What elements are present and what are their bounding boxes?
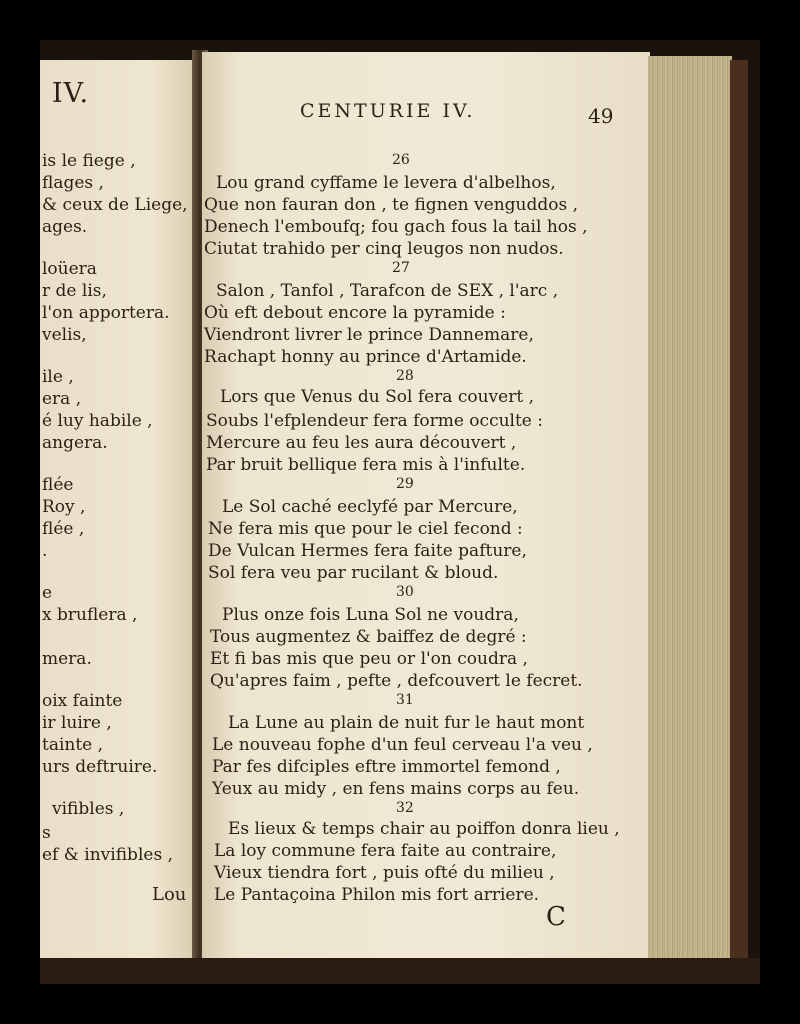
quatrain-number: 32 [396,800,414,816]
verse-line: Le Sol caché eeclyfé par Mercure, [222,497,518,517]
quatrain-number: 30 [396,584,414,600]
verse-line: La Lune au plain de nuit fur le haut mont [228,713,585,733]
left-line: x bruflera , [42,605,138,625]
catchword: Lou [152,884,187,905]
verse-line: Mercure au feu les aura découvert , [206,433,517,453]
page-number: 49 [588,104,614,128]
left-line: r de lis, [42,281,107,301]
verse-line: Que non fauran don , te fignen venguddos , [204,195,579,215]
left-page-header: IV. [52,78,90,109]
verse-line: Tous augmentez & baiffez de degré : [210,627,527,647]
verse-line: Viendront livrer le prince Dannemare, [204,325,534,345]
left-line: mera. [42,649,92,669]
left-line: s [42,823,51,843]
running-title: CENTURIE IV. [300,100,476,122]
verse-line: Le Pantaçoina Philon mis fort arriere. [214,885,540,905]
verse-line: Ciutat trahido per cinq leugos non nudos. [204,239,564,259]
left-line: angera. [42,433,108,453]
verse-line: Rachapt honny au prince d'Artamide. [204,347,527,367]
verse-line: Plus onze fois Luna Sol ne voudra, [222,605,519,625]
verse-line: Lou grand cyffame le levera d'albelhos, [216,173,556,193]
quatrain-number: 29 [396,476,414,492]
bottom-shadow [40,958,760,984]
verse-line: La loy commune fera faite au contraire, [214,841,557,861]
verse-line: Vieux tiendra fort , puis ofté du milieu , [214,863,555,883]
left-line: loüera [42,259,97,279]
left-line: ile , [42,367,74,387]
verse-line: Ne fera mis que pour le ciel fecond : [208,519,523,539]
verse-line: Denech l'emboufq; fou gach fous la tail hos , [204,217,588,237]
left-line: l'on apportera. [42,303,170,323]
verse-line: Sol fera veu par rucilant & bloud. [208,563,499,583]
verse-line: Le nouveau fophe d'un feul cerveau l'a veu , [212,735,593,755]
verse-line: Yeux au midy , en fens mains corps au feu. [212,779,580,799]
left-line: Roy , [42,497,86,517]
left-line: & ceux de Liege, [42,195,188,215]
left-line: ef & invifibles , [42,845,173,865]
verse-line: De Vulcan Hermes fera faite pafture, [208,541,527,561]
left-line: is le fiege , [42,151,136,171]
left-line: urs deftruire. [42,757,158,777]
left-line: vifibles , [52,799,125,819]
left-line: é luy habile , [42,411,153,431]
left-line: oix fainte [42,691,123,711]
left-line: tainte , [42,735,104,755]
verse-line: Par fes difciples eftre immortel femond , [212,757,561,777]
left-line: e [42,583,53,603]
verse-line: Par bruit bellique fera mis à l'infulte. [206,455,526,475]
left-line: flée [42,475,74,495]
left-line: ages. [42,217,88,237]
signature-mark: C [546,902,566,932]
verse-line: Soubs l'efplendeur fera forme occulte : [206,411,543,431]
verse-line: Qu'apres faim , pefte , defcouvert le fecret. [210,671,583,691]
left-line: velis, [42,325,87,345]
quatrain-number: 27 [392,260,410,276]
quatrain-number: 31 [396,692,414,708]
left-line: flages , [42,173,104,193]
left-line: flée , [42,519,85,539]
verse-line: Salon , Tanfol , Tarafcon de SEX , l'arc , [216,281,559,301]
quatrain-number: 26 [392,152,410,168]
page-edges [648,56,732,960]
quatrain-number: 28 [396,368,414,384]
left-line: . [42,541,48,561]
left-line: ir luire , [42,713,112,733]
left-line: era , [42,389,82,409]
verse-line: Lors que Venus du Sol fera couvert , [220,387,534,407]
verse-line: Où eft debout encore la pyramide : [204,303,506,323]
cover-edge [730,60,748,960]
verse-line: Et fi bas mis que peu or l'on coudra , [210,649,528,669]
verse-line: Es lieux & temps chair au poiffon donra lieu , [228,819,620,839]
